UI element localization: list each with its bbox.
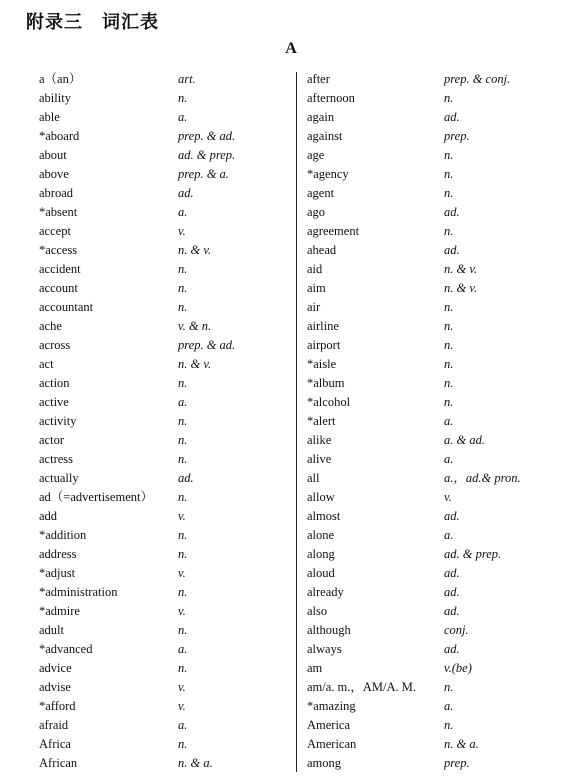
part-of-speech: n. (444, 300, 454, 314)
part-of-speech: ad. (444, 509, 460, 523)
part-of-speech: ad. & prep. (178, 148, 236, 162)
vocab-entry (297, 507, 582, 526)
vocab-entry (0, 127, 296, 146)
part-of-speech: v.(be) (444, 661, 472, 675)
part-of-speech: n. (444, 91, 454, 105)
vocab-word: *advanced (39, 642, 93, 656)
part-of-speech: v. (178, 224, 186, 238)
vocab-word: *admire (39, 604, 80, 618)
vocab-entry (297, 146, 582, 165)
vocab-word: ago (307, 205, 326, 219)
vocab-entry (0, 526, 296, 545)
vocab-word: among (307, 756, 342, 770)
vocab-word: actor (39, 433, 64, 447)
part-of-speech: v. (178, 566, 186, 580)
vocab-word: along (307, 547, 335, 561)
vocab-entry (0, 165, 296, 184)
vocab-entry (297, 127, 582, 146)
vocab-word: afraid (39, 718, 69, 732)
vocab-word: aloud (307, 566, 335, 580)
vocab-word: adult (39, 623, 64, 637)
part-of-speech: prep. & a. (178, 167, 229, 181)
vocab-entry (0, 184, 296, 203)
vocab-word: American (307, 737, 357, 751)
vocab-word: *absent (39, 205, 78, 219)
part-of-speech: n. & a. (178, 756, 213, 770)
vocab-entry (297, 393, 582, 412)
part-of-speech: n. & v. (444, 262, 478, 276)
vocab-entry (297, 640, 582, 659)
part-of-speech: n. (178, 490, 188, 504)
vocab-entry (0, 545, 296, 564)
vocab-entry (297, 754, 582, 773)
vocab-entry (297, 678, 582, 697)
vocab-entry (0, 621, 296, 640)
vocab-word: *aboard (39, 129, 80, 143)
vocab-word: African (39, 756, 78, 770)
vocab-entry (0, 754, 296, 773)
part-of-speech: ad. (178, 471, 194, 485)
part-of-speech: n. (444, 357, 454, 371)
vocab-entry (297, 374, 582, 393)
part-of-speech: n. (178, 452, 188, 466)
vocab-word: accept (39, 224, 71, 238)
vocab-entry (0, 412, 296, 431)
vocab-word: airport (307, 338, 341, 352)
part-of-speech: n. (444, 718, 454, 732)
part-of-speech: n. (178, 528, 188, 542)
part-of-speech: n. & a. (444, 737, 479, 751)
vocab-word: *amazing (307, 699, 356, 713)
vocab-entry (297, 602, 582, 621)
vocab-entry (297, 488, 582, 507)
vocab-word: alone (307, 528, 335, 542)
vocab-column-left (0, 70, 296, 773)
vocab-word: allow (307, 490, 335, 504)
part-of-speech: n. & v. (178, 243, 212, 257)
part-of-speech: prep. & ad. (178, 129, 236, 143)
part-of-speech: a. (444, 528, 454, 542)
part-of-speech: a. & ad. (444, 433, 485, 447)
vocab-word: *alcohol (307, 395, 351, 409)
vocab-word: above (39, 167, 69, 181)
part-of-speech: ad. (444, 566, 460, 580)
vocab-word: *album (307, 376, 345, 390)
vocab-word: ad（=advertisement） (39, 490, 153, 504)
part-of-speech: v. (444, 490, 452, 504)
part-of-speech: prep. & conj. (444, 72, 511, 86)
vocab-entry (0, 469, 296, 488)
vocab-entry (0, 260, 296, 279)
vocab-word: *agency (307, 167, 349, 181)
part-of-speech: n. (178, 661, 188, 675)
vocab-word: after (307, 72, 330, 86)
vocab-entry (297, 89, 582, 108)
vocab-entry (0, 298, 296, 317)
vocab-entry (297, 583, 582, 602)
part-of-speech: a. (178, 205, 188, 219)
part-of-speech: a. (178, 718, 188, 732)
vocab-entry (297, 336, 582, 355)
part-of-speech: n. (444, 680, 454, 694)
vocab-entry (297, 412, 582, 431)
vocab-word: accident (39, 262, 81, 276)
vocab-entry (0, 336, 296, 355)
vocab-entry (0, 640, 296, 659)
vocab-entry (297, 735, 582, 754)
vocab-word: address (39, 547, 77, 561)
part-of-speech: art. (178, 72, 196, 86)
vocab-entry (0, 241, 296, 260)
vocab-word: able (39, 110, 60, 124)
part-of-speech: n. (178, 300, 188, 314)
part-of-speech: a. (178, 642, 188, 656)
vocab-word: *alert (307, 414, 336, 428)
vocab-word: already (307, 585, 344, 599)
vocab-entry (297, 450, 582, 469)
vocab-word: agent (307, 186, 335, 200)
vocab-word: air (307, 300, 321, 314)
part-of-speech: n. & v. (178, 357, 212, 371)
vocab-word: activity (39, 414, 77, 428)
vocab-word: age (307, 148, 325, 162)
vocab-entry (0, 108, 296, 127)
vocab-entry (0, 678, 296, 697)
vocab-word: advice (39, 661, 72, 675)
part-of-speech: ad. (178, 186, 194, 200)
part-of-speech: a.，ad.& pron. (444, 471, 521, 485)
part-of-speech: v. & n. (178, 319, 212, 333)
part-of-speech: conj. (444, 623, 469, 637)
part-of-speech: ad. (444, 642, 460, 656)
vocab-entry (297, 564, 582, 583)
vocab-word: ability (39, 91, 71, 105)
vocab-word: also (307, 604, 328, 618)
vocab-word: am/a. m.，AM/A. M. (307, 680, 417, 694)
vocab-word: aim (307, 281, 326, 295)
part-of-speech: n. (444, 224, 454, 238)
vocab-entry (297, 469, 582, 488)
part-of-speech: n. & v. (444, 281, 478, 295)
part-of-speech: v. (178, 509, 186, 523)
vocab-word: afternoon (307, 91, 355, 105)
vocab-entry (0, 507, 296, 526)
part-of-speech: n. (178, 262, 188, 276)
vocab-entry (297, 298, 582, 317)
vocab-word: alike (307, 433, 332, 447)
part-of-speech: v. (178, 699, 186, 713)
vocab-column-right (297, 70, 582, 773)
vocab-entry (0, 735, 296, 754)
part-of-speech: ad. (444, 585, 460, 599)
vocab-entry (0, 393, 296, 412)
vocab-word: about (39, 148, 67, 162)
vocab-word: account (39, 281, 78, 295)
part-of-speech: n. (178, 547, 188, 561)
part-of-speech: n. (444, 376, 454, 390)
part-of-speech: n. (444, 319, 454, 333)
vocab-entry (0, 222, 296, 241)
vocab-word: active (39, 395, 69, 409)
part-of-speech: a. (444, 452, 454, 466)
vocab-entry (297, 716, 582, 735)
vocab-entry (297, 697, 582, 716)
vocab-word: *addition (39, 528, 87, 542)
vocab-entry (0, 89, 296, 108)
vocab-word: *administration (39, 585, 118, 599)
vocab-word: again (307, 110, 335, 124)
part-of-speech: n. (178, 281, 188, 295)
part-of-speech: n. (444, 338, 454, 352)
vocab-word: abroad (39, 186, 74, 200)
part-of-speech: a. (444, 699, 454, 713)
vocab-entry (297, 203, 582, 222)
part-of-speech: n. (178, 433, 188, 447)
vocab-word: agreement (307, 224, 360, 238)
vocab-entry (297, 260, 582, 279)
vocab-word: *afford (39, 699, 76, 713)
vocab-word: actually (39, 471, 79, 485)
part-of-speech: v. (178, 680, 186, 694)
vocab-entry (297, 355, 582, 374)
part-of-speech: n. (444, 167, 454, 181)
vocab-entry (297, 241, 582, 260)
part-of-speech: ad. (444, 243, 460, 257)
section-heading-a: A (285, 40, 297, 57)
vocab-entry (0, 488, 296, 507)
part-of-speech: n. (178, 91, 188, 105)
vocab-entry (0, 355, 296, 374)
vocab-entry (297, 165, 582, 184)
vocab-word: *access (39, 243, 78, 257)
vocab-entry (0, 374, 296, 393)
part-of-speech: ad. & prep. (444, 547, 502, 561)
vocab-word: am (307, 661, 323, 675)
vocab-word: all (307, 471, 320, 485)
vocab-word: accountant (39, 300, 94, 314)
vocab-word: a（an） (39, 72, 82, 86)
part-of-speech: a. (178, 110, 188, 124)
vocab-word: Africa (39, 737, 71, 751)
vocab-entry (0, 203, 296, 222)
vocab-word: alive (307, 452, 332, 466)
part-of-speech: prep. (444, 756, 470, 770)
vocab-entry (297, 526, 582, 545)
part-of-speech: a. (178, 395, 188, 409)
part-of-speech: n. (178, 737, 188, 751)
vocab-word: act (39, 357, 54, 371)
vocab-word: always (307, 642, 342, 656)
part-of-speech: prep. (444, 129, 470, 143)
vocab-word: although (307, 623, 351, 637)
vocab-entry (0, 317, 296, 336)
part-of-speech: ad. (444, 110, 460, 124)
vocab-entry (0, 146, 296, 165)
vocab-entry (297, 621, 582, 640)
vocab-word: ache (39, 319, 62, 333)
vocab-word: action (39, 376, 70, 390)
vocab-word: almost (307, 509, 341, 523)
vocab-entry (0, 279, 296, 298)
vocab-word: actress (39, 452, 74, 466)
vocab-entry (297, 184, 582, 203)
vocab-entry (0, 716, 296, 735)
part-of-speech: a. (444, 414, 454, 428)
part-of-speech: n. (444, 186, 454, 200)
part-of-speech: n. (178, 585, 188, 599)
vocab-entry (0, 431, 296, 450)
vocab-word: across (39, 338, 71, 352)
vocab-entry (0, 450, 296, 469)
vocab-word: add (39, 509, 58, 523)
vocab-entry (0, 583, 296, 602)
vocab-entry (297, 70, 582, 89)
vocab-entry (0, 602, 296, 621)
part-of-speech: n. (444, 148, 454, 162)
vocab-word: airline (307, 319, 339, 333)
part-of-speech: v. (178, 604, 186, 618)
part-of-speech: prep. & ad. (178, 338, 236, 352)
vocab-entry (297, 222, 582, 241)
vocab-entry (0, 697, 296, 716)
part-of-speech: ad. (444, 205, 460, 219)
part-of-speech: n. (178, 414, 188, 428)
part-of-speech: n. (444, 395, 454, 409)
part-of-speech: n. (178, 623, 188, 637)
page-title: 附录三 词汇表 (26, 12, 159, 33)
part-of-speech: ad. (444, 604, 460, 618)
vocab-entry (0, 659, 296, 678)
vocab-word: advise (39, 680, 71, 694)
vocab-word: against (307, 129, 343, 143)
vocab-entry (0, 70, 296, 89)
vocab-entry (297, 545, 582, 564)
vocab-entry (297, 108, 582, 127)
part-of-speech: n. (178, 376, 188, 390)
vocab-entry (297, 279, 582, 298)
vocab-word: *aisle (307, 357, 337, 371)
vocab-word: aid (307, 262, 323, 276)
vocab-entry (297, 659, 582, 678)
vocab-word: America (307, 718, 351, 732)
vocab-entry (297, 431, 582, 450)
vocab-word: *adjust (39, 566, 76, 580)
vocab-entry (297, 317, 582, 336)
vocab-entry (0, 564, 296, 583)
vocab-word: ahead (307, 243, 337, 257)
